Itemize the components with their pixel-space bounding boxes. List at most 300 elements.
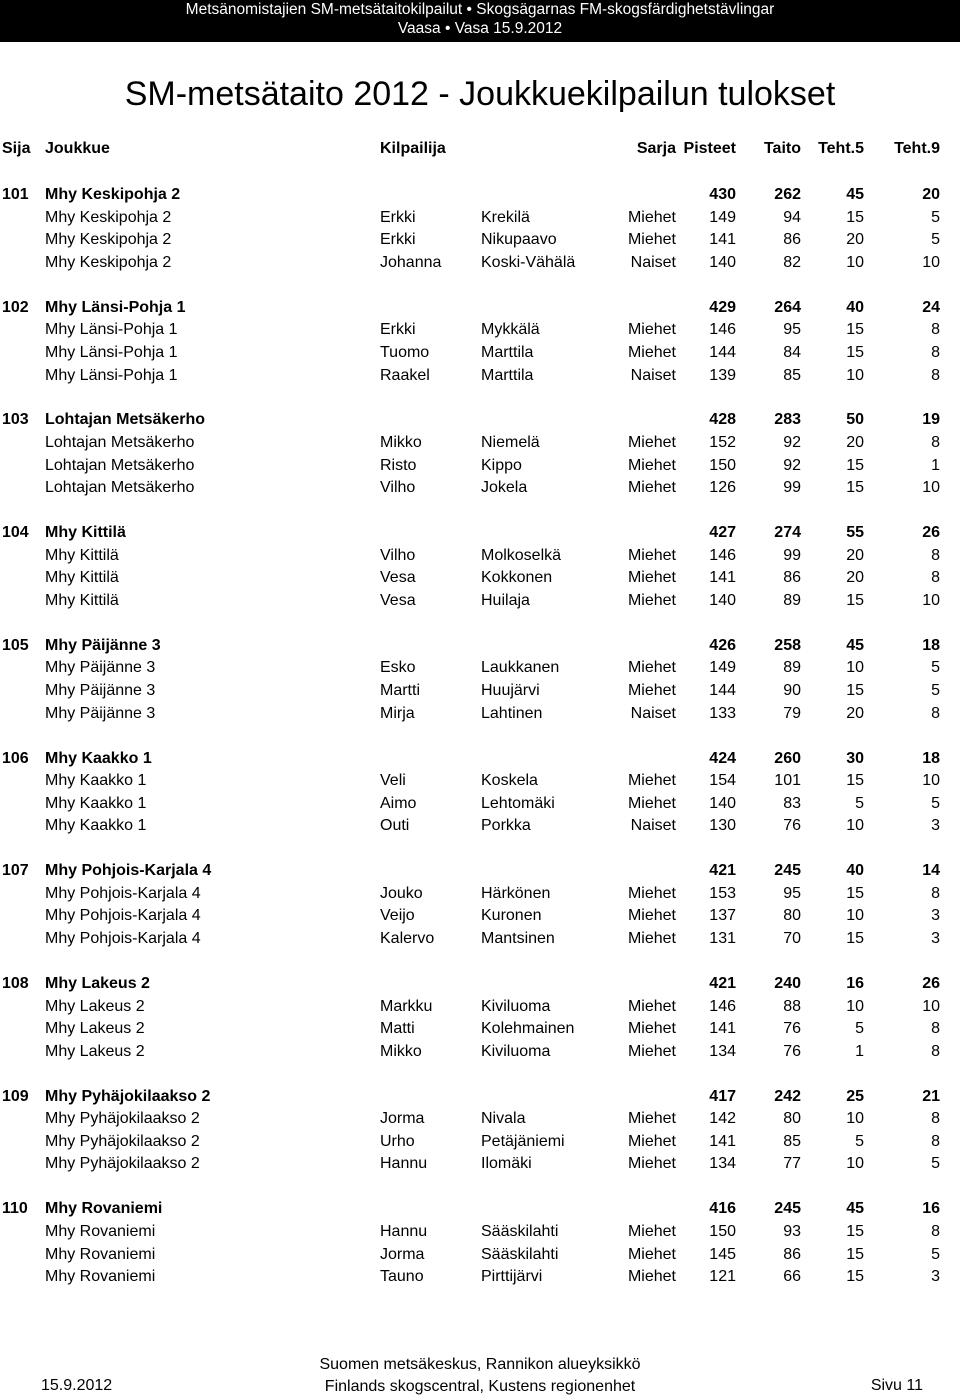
cell-teht9: 10	[922, 591, 940, 609]
cell-teht5: 15	[846, 479, 864, 497]
cell-joukkue: Mhy Rovaniemi	[45, 1245, 156, 1263]
event-place-date: Vaasa • Vasa 15.9.2012	[397, 20, 563, 37]
cell-joukkue: Mhy Keskipohja 2	[45, 231, 172, 249]
cell-sija: 103	[2, 411, 29, 429]
cell-joukkue: Mhy Kittilä	[45, 569, 119, 587]
cell-first-name: Urho	[380, 1132, 415, 1150]
cell-teht5: 45	[846, 1200, 864, 1218]
cell-taito: 245	[774, 1200, 801, 1218]
cell-joukkue: Mhy Kittilä	[45, 591, 119, 609]
cell-teht5: 16	[846, 974, 864, 992]
cell-teht5: 45	[846, 636, 864, 654]
cell-taito: 80	[783, 907, 801, 925]
cell-pisteet: 145	[709, 1245, 736, 1263]
cell-pisteet: 133	[709, 704, 736, 722]
cell-joukkue: Mhy Pyhäjokilaakso 2	[45, 1087, 211, 1105]
cell-sarja: Miehet	[627, 794, 676, 812]
cell-sarja: Miehet	[627, 1155, 676, 1173]
cell-teht5: 15	[846, 1245, 864, 1263]
cell-taito: 264	[774, 298, 801, 316]
cell-joukkue: Mhy Keskipohja 2	[45, 208, 172, 226]
cell-teht5: 15	[846, 208, 864, 226]
cell-teht9: 3	[931, 930, 940, 947]
cell-first-name: Erkki	[380, 321, 416, 339]
cell-teht5: 20	[846, 546, 864, 564]
cell-teht5: 15	[846, 884, 864, 902]
cell-last-name: Kuronen	[481, 907, 542, 925]
footer-date: 15.9.2012	[41, 1377, 113, 1394]
cell-first-name: Outi	[380, 817, 410, 835]
cell-sarja: Miehet	[627, 1222, 676, 1240]
cell-last-name: Lahtinen	[481, 704, 543, 722]
cell-sarja: Naiset	[630, 704, 676, 722]
cell-pisteet: 146	[709, 546, 736, 564]
cell-first-name: Raakel	[380, 366, 430, 384]
cell-pisteet: 137	[709, 907, 736, 925]
cell-last-name: Niemelä	[481, 434, 540, 451]
cell-last-name: Kiviluoma	[481, 997, 551, 1015]
cell-sarja: Miehet	[627, 997, 676, 1015]
team-row	[0, 749, 960, 771]
cell-pisteet: 140	[709, 591, 736, 609]
cell-joukkue: Mhy Pohjois-Karjala 4	[45, 930, 201, 947]
cell-pisteet: 426	[709, 636, 736, 654]
member-row	[0, 1154, 960, 1176]
cell-taito: 258	[774, 636, 801, 654]
cell-first-name: Johanna	[380, 253, 442, 271]
cell-taito: 89	[783, 591, 801, 609]
cell-last-name: Kiviluoma	[481, 1042, 551, 1060]
cell-last-name: Nikupaavo	[481, 231, 557, 249]
cell-taito: 240	[774, 974, 801, 992]
cell-taito: 76	[783, 1020, 801, 1038]
cell-sarja: Miehet	[627, 569, 676, 587]
cell-taito: 66	[783, 1268, 801, 1286]
cell-joukkue: Mhy Länsi-Pohja 1	[45, 321, 178, 339]
cell-taito: 86	[783, 569, 801, 587]
cell-teht9: 8	[931, 343, 940, 361]
cell-first-name: Matti	[380, 1020, 415, 1038]
member-row	[0, 704, 960, 726]
cell-first-name: Erkki	[380, 208, 416, 226]
member-row	[0, 253, 960, 275]
cell-joukkue: Mhy Kittilä	[45, 524, 126, 542]
cell-pisteet: 424	[709, 749, 736, 767]
cell-joukkue: Mhy Kaakko 1	[45, 794, 147, 812]
cell-last-name: Kolehmainen	[481, 1020, 575, 1038]
cell-first-name: Risto	[380, 456, 417, 474]
cell-last-name: Härkönen	[481, 884, 551, 902]
cell-taito: 245	[774, 862, 801, 880]
cell-pisteet: 139	[709, 366, 736, 384]
cell-first-name: Jouko	[380, 884, 423, 902]
cell-joukkue: Mhy Lakeus 2	[45, 1042, 145, 1060]
cell-taito: 85	[783, 1132, 801, 1150]
member-row	[0, 906, 960, 928]
cell-teht9: 8	[931, 321, 940, 339]
cell-first-name: Mikko	[380, 1042, 422, 1060]
cell-last-name: Huujärvi	[481, 682, 540, 699]
cell-joukkue: Mhy Päijänne 3	[45, 682, 156, 699]
cell-teht9: 8	[931, 569, 940, 587]
cell-teht9: 8	[931, 434, 940, 451]
cell-pisteet: 140	[709, 253, 736, 271]
cell-pisteet: 121	[709, 1268, 736, 1286]
cell-taito: 262	[774, 186, 801, 203]
cell-teht5: 15	[846, 772, 864, 790]
cell-taito: 92	[783, 434, 801, 451]
cell-sarja: Miehet	[627, 591, 676, 609]
cell-joukkue: Mhy Kaakko 1	[45, 749, 152, 767]
cell-teht9: 20	[922, 186, 940, 203]
cell-first-name: Markku	[380, 997, 433, 1015]
cell-taito: 77	[783, 1155, 801, 1173]
cell-teht9: 8	[931, 1042, 940, 1060]
cell-teht5: 10	[846, 1110, 864, 1128]
cell-teht5: 15	[846, 682, 864, 699]
member-row	[0, 366, 960, 388]
cell-teht5: 20	[846, 704, 864, 722]
team-row	[0, 861, 960, 883]
cell-teht5: 10	[846, 659, 864, 677]
cell-teht9: 5	[931, 208, 940, 226]
cell-last-name: Nivala	[481, 1110, 526, 1128]
team-row	[0, 974, 960, 996]
cell-teht9: 8	[931, 1110, 940, 1128]
cell-pisteet: 149	[709, 659, 736, 677]
cell-teht9: 14	[922, 862, 940, 880]
cell-sarja: Miehet	[627, 1110, 676, 1128]
cell-sarja: Naiset	[630, 366, 676, 384]
cell-first-name: Hannu	[380, 1155, 428, 1173]
team-row	[0, 1199, 960, 1221]
cell-taito: 242	[774, 1087, 801, 1105]
cell-teht9: 21	[922, 1087, 940, 1105]
cell-joukkue: Mhy Lakeus 2	[45, 974, 150, 992]
cell-teht5: 20	[846, 231, 864, 249]
cell-last-name: Laukkanen	[481, 659, 560, 677]
cell-taito: 92	[783, 456, 801, 474]
cell-first-name: Hannu	[380, 1222, 428, 1240]
cell-teht5: 15	[846, 343, 864, 361]
cell-first-name: Vesa	[380, 569, 416, 587]
cell-joukkue: Mhy Kaakko 1	[45, 772, 147, 790]
cell-joukkue: Mhy Päijänne 3	[45, 659, 156, 677]
member-row	[0, 208, 960, 230]
cell-pisteet: 144	[709, 682, 736, 699]
member-row	[0, 1042, 960, 1064]
cell-taito: 88	[783, 997, 801, 1015]
cell-last-name: Sääskilahti	[481, 1222, 559, 1240]
cell-last-name: Huilaja	[481, 591, 530, 609]
cell-teht5: 15	[846, 1222, 864, 1240]
cell-teht9: 26	[922, 974, 940, 992]
cell-teht9: 24	[922, 298, 940, 316]
cell-sarja: Naiset	[630, 817, 676, 835]
member-row	[0, 568, 960, 590]
cell-pisteet: 141	[709, 569, 736, 587]
team-row	[0, 185, 960, 207]
cell-first-name: Vilho	[380, 546, 416, 564]
col-teht5: Teht.5	[818, 140, 864, 157]
cell-last-name: Kippo	[481, 456, 522, 474]
cell-pisteet: 154	[709, 772, 736, 790]
cell-taito: 80	[783, 1110, 801, 1128]
cell-teht5: 1	[855, 1042, 864, 1060]
cell-first-name: Jorma	[380, 1245, 425, 1263]
cell-pisteet: 146	[709, 997, 736, 1015]
cell-first-name: Tuomo	[380, 343, 430, 361]
cell-teht9: 10	[922, 997, 940, 1015]
member-row	[0, 546, 960, 568]
cell-sija: 109	[2, 1087, 29, 1105]
cell-first-name: Mikko	[380, 434, 422, 451]
event-banner	[0, 0, 960, 42]
cell-pisteet: 140	[709, 794, 736, 812]
cell-sarja: Miehet	[627, 659, 676, 677]
cell-teht5: 10	[846, 366, 864, 384]
cell-teht9: 3	[931, 907, 940, 925]
cell-last-name: Koskela	[481, 772, 538, 790]
cell-teht9: 26	[922, 524, 940, 542]
cell-teht5: 45	[846, 186, 864, 203]
member-row	[0, 884, 960, 906]
cell-sija: 108	[2, 974, 29, 992]
cell-joukkue: Mhy Kittilä	[45, 546, 119, 564]
cell-last-name: Marttila	[481, 343, 534, 361]
cell-joukkue: Lohtajan Metsäkerho	[45, 456, 195, 474]
cell-teht9: 5	[931, 1155, 940, 1173]
cell-taito: 93	[783, 1222, 801, 1240]
cell-taito: 95	[783, 884, 801, 902]
member-row	[0, 343, 960, 365]
cell-teht9: 8	[931, 546, 940, 564]
cell-sarja: Miehet	[627, 434, 676, 451]
cell-joukkue: Mhy Päijänne 3	[45, 636, 161, 654]
cell-first-name: Vilho	[380, 479, 416, 497]
cell-taito: 99	[783, 479, 801, 497]
cell-sija: 105	[2, 636, 29, 654]
cell-teht5: 40	[846, 862, 864, 880]
cell-pisteet: 417	[709, 1087, 736, 1105]
cell-sarja: Miehet	[627, 1042, 676, 1060]
cell-teht9: 1	[931, 456, 940, 474]
col-sija: Sija	[2, 140, 31, 157]
cell-joukkue: Mhy Lakeus 2	[45, 997, 145, 1015]
cell-taito: 274	[774, 524, 801, 542]
member-row	[0, 794, 960, 816]
cell-first-name: Aimo	[380, 794, 417, 812]
col-taito: Taito	[763, 140, 801, 157]
cell-teht9: 10	[922, 772, 940, 790]
cell-pisteet: 141	[709, 1132, 736, 1150]
cell-taito: 94	[783, 208, 801, 226]
cell-teht5: 10	[846, 817, 864, 835]
cell-taito: 260	[774, 749, 801, 767]
cell-teht5: 40	[846, 298, 864, 316]
cell-joukkue: Mhy Päijänne 3	[45, 704, 156, 722]
cell-teht9: 5	[931, 659, 940, 677]
cell-sarja: Miehet	[627, 546, 676, 564]
team-row	[0, 636, 960, 658]
cell-last-name: Petäjäniemi	[481, 1132, 565, 1150]
member-row	[0, 1222, 960, 1244]
cell-taito: 86	[783, 231, 801, 249]
cell-pisteet: 134	[709, 1155, 736, 1173]
cell-first-name: Jorma	[380, 1110, 425, 1128]
team-row	[0, 298, 960, 320]
cell-teht9: 3	[931, 1268, 940, 1286]
cell-sarja: Miehet	[627, 1268, 676, 1286]
cell-last-name: Lehtomäki	[481, 794, 555, 812]
cell-teht5: 10	[846, 997, 864, 1015]
cell-sija: 102	[2, 298, 29, 316]
cell-sija: 110	[2, 1200, 28, 1218]
cell-teht9: 8	[931, 884, 940, 902]
cell-last-name: Mantsinen	[481, 930, 555, 947]
member-row	[0, 478, 960, 500]
cell-pisteet: 130	[709, 817, 736, 835]
footer-page-number: Sivu 11	[870, 1377, 923, 1394]
cell-joukkue: Mhy Länsi-Pohja 1	[45, 298, 186, 316]
member-row	[0, 997, 960, 1019]
cell-taito: 86	[783, 1245, 801, 1263]
cell-taito: 90	[783, 682, 801, 699]
cell-taito: 85	[783, 366, 801, 384]
cell-teht5: 50	[846, 411, 864, 429]
cell-last-name: Jokela	[481, 479, 528, 497]
cell-teht5: 5	[855, 794, 864, 812]
cell-sarja: Miehet	[627, 479, 676, 497]
team-row	[0, 410, 960, 432]
member-row	[0, 681, 960, 703]
cell-teht9: 8	[931, 1020, 940, 1038]
cell-teht5: 5	[855, 1132, 864, 1150]
cell-sarja: Miehet	[627, 343, 676, 361]
cell-first-name: Kalervo	[380, 930, 435, 947]
col-pisteet: Pisteet	[683, 140, 736, 157]
cell-last-name: Sääskilahti	[481, 1245, 559, 1263]
cell-teht5: 15	[846, 456, 864, 474]
cell-pisteet: 142	[709, 1110, 736, 1128]
cell-teht9: 3	[931, 817, 940, 835]
member-row	[0, 816, 960, 838]
cell-joukkue: Mhy Kaakko 1	[45, 817, 147, 835]
cell-sija: 107	[2, 862, 29, 880]
cell-teht9: 19	[922, 411, 940, 429]
cell-teht9: 5	[931, 231, 940, 249]
cell-first-name: Esko	[380, 659, 416, 677]
cell-teht5: 25	[846, 1087, 864, 1105]
cell-taito: 76	[783, 817, 801, 835]
member-row	[0, 1245, 960, 1267]
cell-sarja: Miehet	[627, 1132, 676, 1150]
cell-last-name: Pirttijärvi	[481, 1268, 543, 1286]
member-row	[0, 456, 960, 478]
cell-pisteet: 126	[709, 479, 736, 497]
cell-joukkue: Lohtajan Metsäkerho	[45, 434, 195, 451]
cell-joukkue: Mhy Keskipohja 2	[45, 253, 172, 271]
cell-teht9: 8	[931, 704, 940, 722]
cell-taito: 89	[783, 659, 801, 677]
col-sarja: Sarja	[636, 140, 676, 157]
cell-pisteet: 428	[709, 411, 736, 429]
cell-first-name: Erkki	[380, 231, 416, 249]
cell-pisteet: 427	[709, 524, 736, 542]
cell-pisteet: 150	[709, 456, 736, 474]
cell-sarja: Miehet	[627, 456, 676, 474]
cell-first-name: Veijo	[380, 907, 415, 925]
cell-teht9: 18	[922, 636, 940, 654]
cell-joukkue: Mhy Länsi-Pohja 1	[45, 366, 178, 384]
cell-joukkue: Mhy Pohjois-Karjala 4	[45, 907, 201, 925]
event-name: Metsänomistajien SM-metsätaitokilpailut • Skogsägarnas FM-skogsfärdighetstävlingar	[185, 1, 775, 18]
cell-taito: 283	[774, 411, 801, 429]
cell-first-name: Tauno	[380, 1268, 424, 1286]
cell-sarja: Miehet	[627, 231, 676, 249]
cell-pisteet: 141	[709, 1020, 736, 1038]
member-row	[0, 591, 960, 613]
column-header-row	[0, 139, 960, 161]
cell-teht9: 8	[931, 1132, 940, 1150]
member-row	[0, 1267, 960, 1289]
cell-teht5: 15	[846, 930, 864, 947]
member-row	[0, 658, 960, 680]
cell-teht9: 5	[931, 682, 940, 699]
cell-joukkue: Mhy Pyhäjokilaakso 2	[45, 1132, 200, 1150]
cell-sija: 106	[2, 749, 29, 767]
cell-teht5: 20	[846, 434, 864, 451]
member-row	[0, 929, 960, 951]
col-joukkue: Joukkue	[45, 140, 110, 157]
cell-teht5: 10	[846, 907, 864, 925]
team-row	[0, 523, 960, 545]
cell-first-name: Martti	[380, 682, 420, 699]
cell-joukkue: Mhy Rovaniemi	[45, 1200, 163, 1218]
cell-taito: 83	[783, 794, 801, 812]
cell-teht9: 10	[922, 253, 940, 271]
cell-sarja: Miehet	[627, 907, 676, 925]
page-title: SM-metsätaito 2012 - Joukkuekilpailun tulokset	[124, 75, 836, 113]
cell-teht9: 5	[931, 794, 940, 812]
cell-teht5: 10	[846, 1155, 864, 1173]
cell-joukkue: Lohtajan Metsäkerho	[45, 411, 206, 429]
cell-last-name: Koski-Vähälä	[481, 253, 576, 271]
cell-pisteet: 144	[709, 343, 736, 361]
cell-sarja: Miehet	[627, 930, 676, 947]
cell-teht9: 8	[931, 366, 940, 384]
cell-sarja: Miehet	[627, 208, 676, 226]
cell-teht9: 8	[931, 1222, 940, 1240]
cell-last-name: Porkka	[481, 817, 531, 835]
member-row	[0, 230, 960, 252]
cell-taito: 95	[783, 321, 801, 339]
member-row	[0, 1109, 960, 1131]
cell-taito: 70	[783, 930, 801, 947]
cell-joukkue: Mhy Pohjois-Karjala 4	[45, 862, 212, 880]
cell-pisteet: 152	[709, 434, 736, 451]
member-row	[0, 433, 960, 455]
cell-pisteet: 149	[709, 208, 736, 226]
col-kilpailija: Kilpailija	[380, 140, 446, 157]
cell-last-name: Mykkälä	[481, 321, 540, 339]
cell-taito: 101	[774, 772, 801, 790]
cell-sija: 101	[2, 186, 29, 203]
cell-taito: 99	[783, 546, 801, 564]
cell-teht5: 10	[846, 253, 864, 271]
cell-taito: 79	[783, 704, 801, 722]
cell-teht9: 16	[922, 1200, 940, 1218]
